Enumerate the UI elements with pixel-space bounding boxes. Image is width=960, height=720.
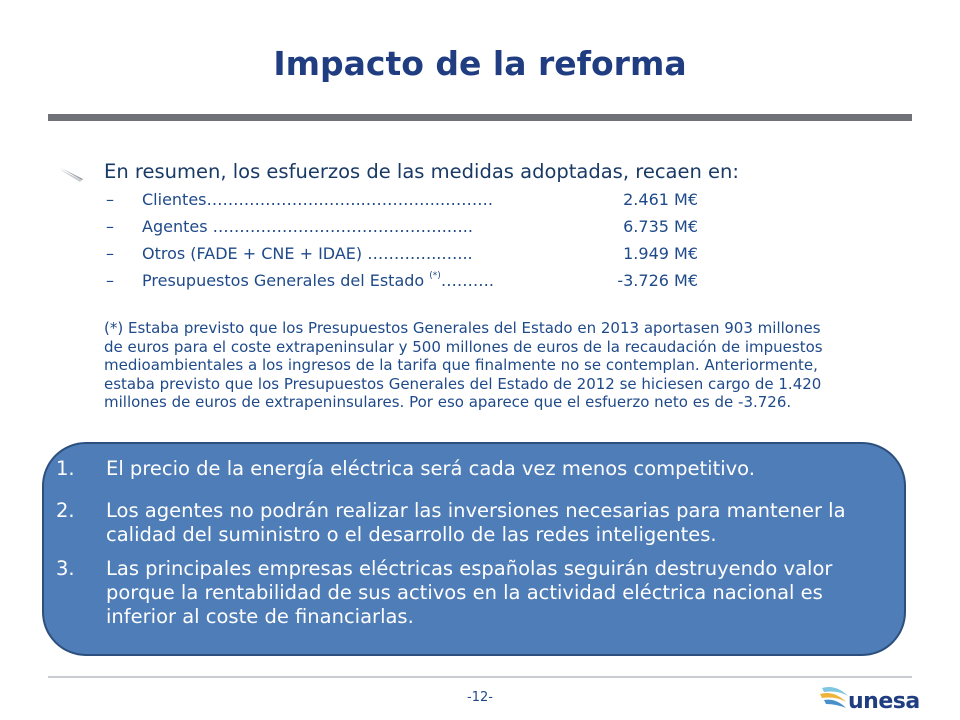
footnote-line: de euros para el coste extrapeninsular y 500 millones de euros de la recaudación de impuestos [104, 337, 823, 356]
conclusion-number: 3. [56, 557, 75, 580]
effort-item-pge [106, 271, 726, 295]
lead-text: En resumen, los esfuerzos de las medidas adoptadas, recaen en: [104, 160, 739, 183]
effort-value: 6.735 M€ [623, 217, 698, 236]
title-divider [48, 114, 912, 121]
bullet-swoosh-icon [58, 167, 84, 183]
list-dash: – [106, 217, 114, 236]
footnote-line: medioambientales a los ingresos de la tarifa que finalmente no se contemplan. Anteriormente, [104, 356, 818, 375]
page-number: -12- [467, 690, 493, 705]
effort-item-otros [106, 244, 726, 268]
effort-label: Otros (FADE + CNE + IDAE) …………..…... [142, 244, 473, 263]
conclusion-line: Los agentes no podrán realizar las inversiones necesarias para mantener la [106, 499, 846, 522]
effort-item-clientes [106, 190, 726, 214]
effort-value: 2.461 M€ [623, 190, 698, 209]
effort-label: Clientes………………….……..…………..………. [142, 190, 494, 209]
conclusion-number: 2. [56, 499, 75, 522]
conclusion-number: 1. [56, 457, 75, 480]
list-dash: – [106, 271, 114, 290]
logo-wordmark: unesa [848, 689, 920, 714]
effort-item-agentes [106, 217, 726, 241]
effort-value: -3.726 M€ [617, 271, 698, 290]
conclusion-line: porque la rentabilidad de sus activos en la actividad eléctrica nacional es [106, 581, 823, 604]
conclusion-line: calidad del suministro o el desarrollo de las redes inteligentes. [106, 523, 717, 546]
footnote-marker: (*) [429, 271, 441, 281]
footnote-line: estaba previsto que los Presupuestos Generales del Estado de 2012 se hiciesen cargo de 1.420 [104, 374, 822, 393]
list-dash: – [106, 244, 114, 263]
footnote-line: (*) Estaba previsto que los Presupuestos Generales del Estado en 2013 aportasen 903 millones [104, 319, 821, 337]
conclusion-line: Las principales empresas eléctricas españolas seguirán destruyendo valor [106, 557, 833, 580]
list-dash: – [106, 190, 114, 209]
conclusion-line: inferior al coste de financiarlas. [106, 605, 414, 628]
footnote [104, 319, 904, 412]
footer-divider [48, 676, 912, 678]
effort-value: 1.949 M€ [623, 244, 698, 263]
effort-label: Presupuestos Generales del Estado (*)………. [142, 271, 494, 290]
effort-label: Agentes ……………………………………..….. [142, 217, 473, 236]
conclusion-line: El precio de la energía eléctrica será cada vez menos competitivo. [106, 457, 755, 480]
footnote-line: millones de euros de extrapeninsulares. Por eso aparece que el esfuerzo neto es de -3.726. [104, 393, 792, 412]
slide-title: Impacto de la reforma [273, 44, 687, 83]
